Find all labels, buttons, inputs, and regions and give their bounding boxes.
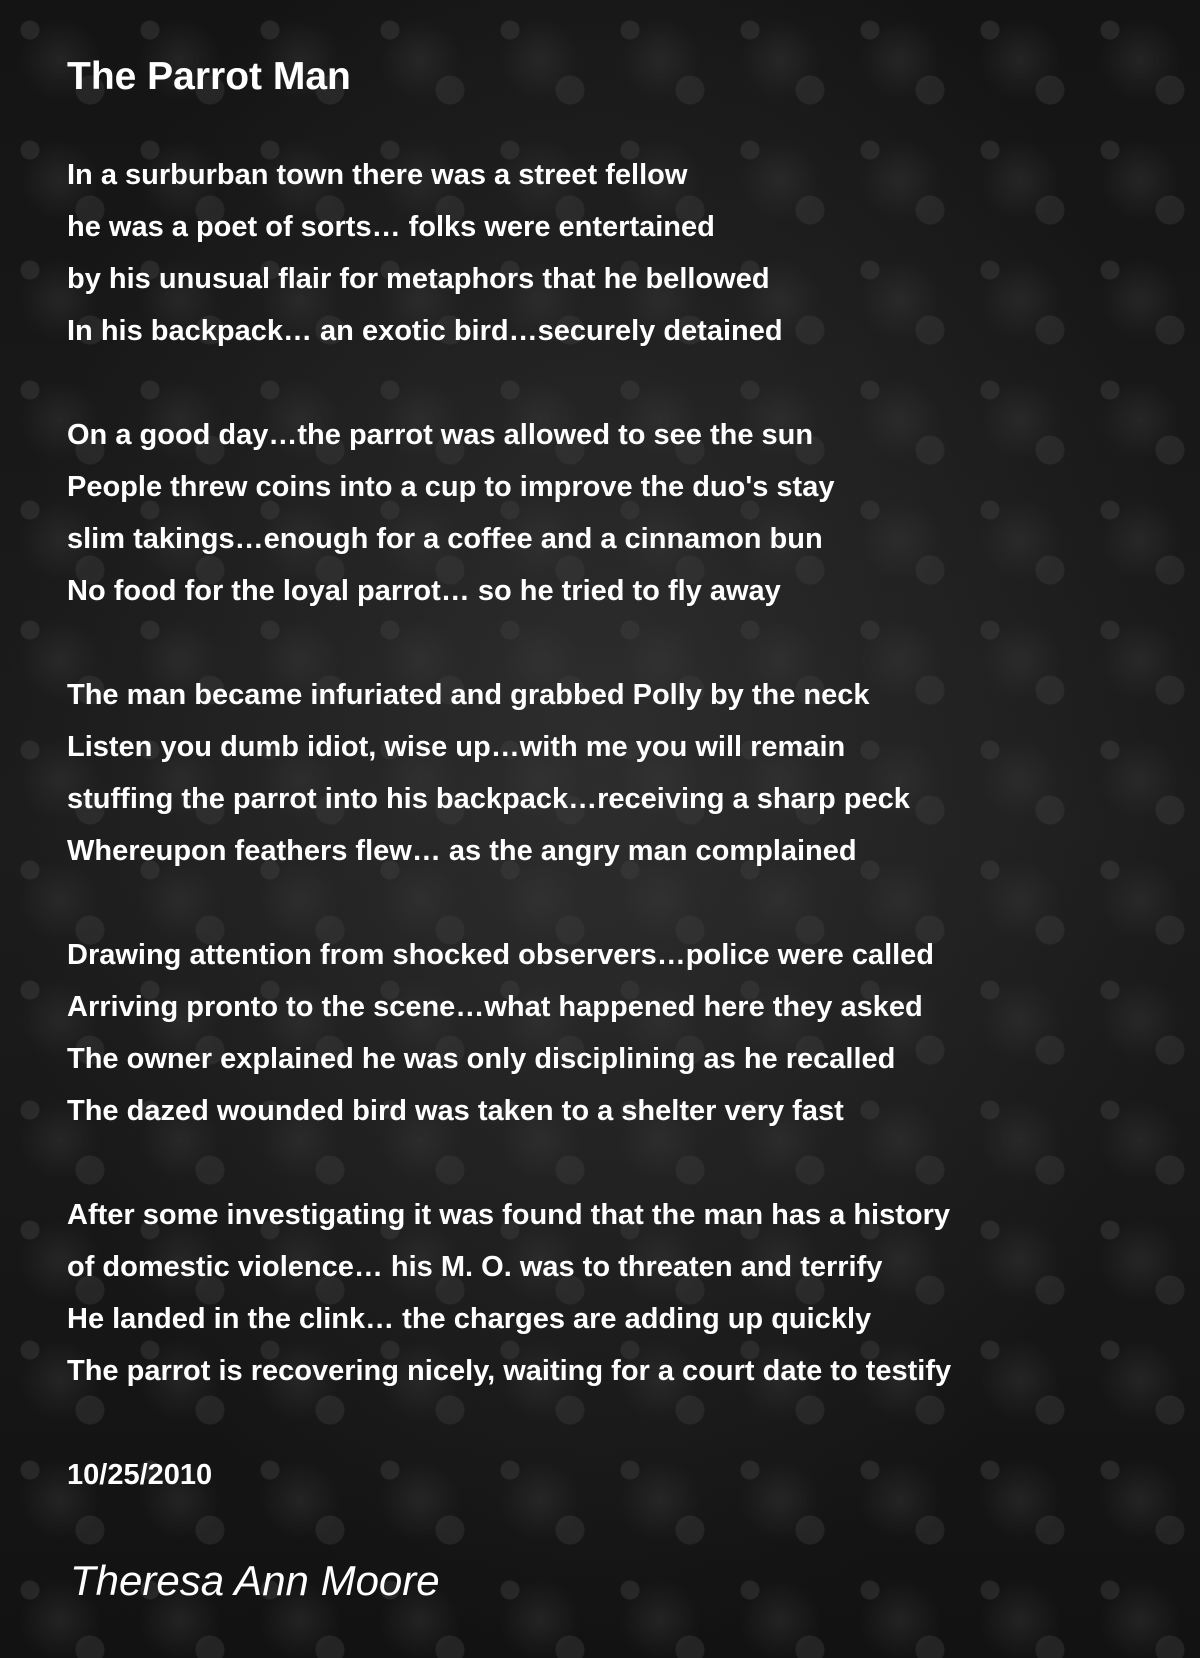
poem-line: People threw coins into a cup to improve the duo's stay xyxy=(67,471,835,503)
poem-line: slim takings…enough for a coffee and a cinnamon bun xyxy=(67,523,823,555)
poem-line: No food for the loyal parrot… so he tried to fly away xyxy=(67,575,781,607)
poem-author: Theresa Ann Moore xyxy=(70,1557,440,1604)
stanza-2 xyxy=(67,409,1167,617)
poem-line: The parrot is recovering nicely, waiting for a court date to testify xyxy=(67,1355,952,1387)
poem-line: Drawing attention from shocked observers…police were called xyxy=(67,939,935,971)
stanza-5 xyxy=(67,1189,1167,1397)
poem-line: On a good day…the parrot was allowed to see the sun xyxy=(67,419,814,451)
stanza-3 xyxy=(67,669,1167,877)
poem-line: by his unusual flair for metaphors that he bellowed xyxy=(67,263,770,295)
poem-line: In a surburban town there was a street fellow xyxy=(67,159,688,191)
poem-title: The Parrot Man xyxy=(67,55,351,98)
poem-line: Listen you dumb idiot, wise up…with me you will remain xyxy=(67,731,846,763)
poem-line: He landed in the clink… the charges are adding up quickly xyxy=(67,1303,872,1335)
poem-line: The man became infuriated and grabbed Polly by the neck xyxy=(67,679,870,711)
poem-body xyxy=(67,149,1167,1449)
stanza-4 xyxy=(67,929,1167,1137)
poem-line: of domestic violence… his M. O. was to threaten and terrify xyxy=(67,1251,883,1283)
poem-line: Arriving pronto to the scene…what happened here they asked xyxy=(67,991,923,1023)
poem-date: 10/25/2010 xyxy=(67,1459,213,1491)
poem-line: After some investigating it was found that the man has a history xyxy=(67,1199,951,1231)
poem-line: In his backpack… an exotic bird…securely detained xyxy=(67,315,783,347)
stanza-1 xyxy=(67,149,1167,357)
poem-line: stuffing the parrot into his backpack…receiving a sharp peck xyxy=(67,783,910,815)
poem-line: he was a poet of sorts… folks were entertained xyxy=(67,211,715,243)
poem-line: Whereupon feathers flew… as the angry man complained xyxy=(67,835,857,867)
poem-line: The dazed wounded bird was taken to a shelter very fast xyxy=(67,1095,844,1127)
poem-line: The owner explained he was only disciplining as he recalled xyxy=(67,1043,896,1075)
